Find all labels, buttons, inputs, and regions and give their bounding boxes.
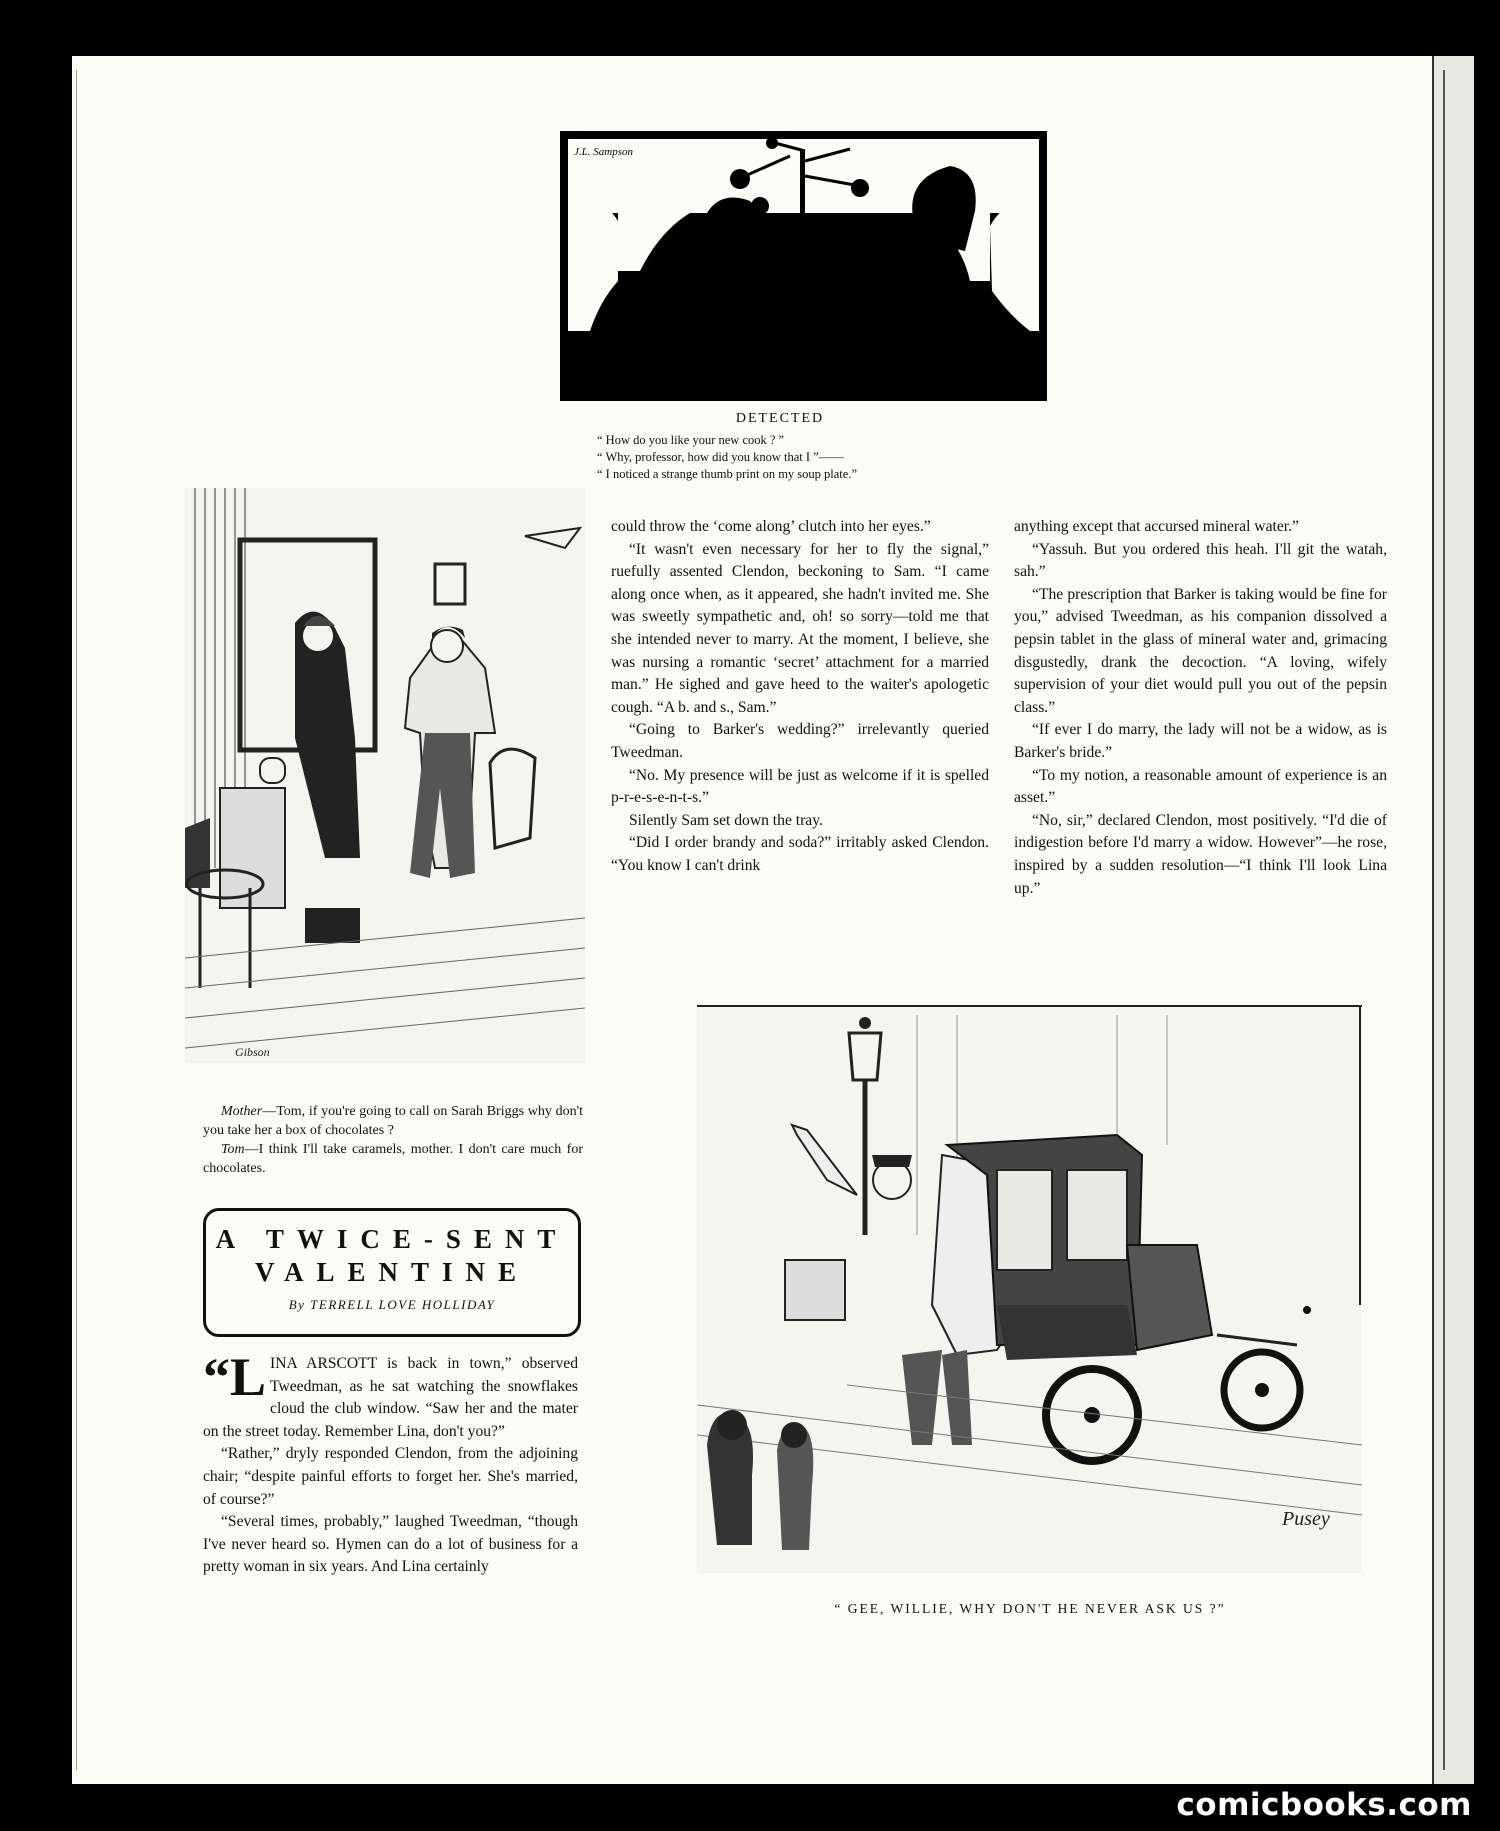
story-byline: By TERRELL LOVE HOLLIDAY bbox=[288, 1297, 496, 1312]
mother-tom-image bbox=[185, 488, 585, 1063]
car-illustration bbox=[697, 1005, 1362, 1573]
watermark-text: comicbooks.com bbox=[1176, 1787, 1472, 1823]
story-paragraph: “It wasn't even necessary for her to fly the signal,” ruefully assented Clendon, beckoning to Sam. “I came along once when, as it appeared, she hadn't invited me. She was sweetly sympathetic and, oh! so sorry—told me that she intended never to marry. At the moment, I believe, she was nursing a romantic ‘secret’ attachment for a married man.” He sighed and gave heed to the waiter's apologetic cough. “A b. and s., Sam.” bbox=[611, 540, 989, 716]
story-paragraph: anything except that accursed mineral water.” bbox=[1014, 518, 1299, 535]
mother-tom-caption bbox=[203, 1102, 583, 1178]
story-paragraph: could throw the ‘come along’ clutch into her eyes.” bbox=[611, 518, 931, 535]
speaker-mother: Mother bbox=[221, 1104, 263, 1119]
drop-cap: “L bbox=[203, 1347, 267, 1407]
story-paragraph: Silently Sam set down the tray. bbox=[629, 811, 823, 829]
detected-signature: J.L. Sampson bbox=[574, 146, 633, 158]
detected-dialogue bbox=[597, 432, 1057, 483]
gutter-line bbox=[1443, 70, 1445, 1770]
story-column-3 bbox=[1014, 516, 1387, 900]
story-paragraph: “No, sir,” declared Clendon, most positively. “I'd die of indigestion before I'd marry a widow. However”—he rose, inspired by a sudden resolution—“I think I'll look Lina up.” bbox=[1014, 811, 1387, 897]
story-title-line-2: VALENTINE bbox=[254, 1257, 530, 1287]
detected-title: DETECTED bbox=[735, 411, 825, 426]
detected-line-3: “ I noticed a strange thumb print on my soup plate.” bbox=[597, 467, 858, 481]
story-title-line-1: A TWICE-SENT bbox=[215, 1224, 569, 1254]
story-paragraph: “Rather,” dryly responded Clendon, from the adjoining chair; “despite painful efforts to forget her. She's married, of course?” bbox=[203, 1445, 578, 1508]
chauffeur-car-image bbox=[697, 1005, 1362, 1573]
left-cartoon-signature: Gibson bbox=[235, 1045, 270, 1059]
story-paragraph: “Did I order brandy and soda?” irritably asked Clendon. “You know I can't drink bbox=[611, 834, 989, 874]
caption-line-mother bbox=[203, 1102, 583, 1140]
mother-tom-illustration bbox=[185, 488, 585, 1063]
story-column-1 bbox=[203, 1347, 578, 1579]
story-column-2 bbox=[611, 516, 989, 878]
story-paragraph: “To my notion, a reasonable amount of experience is an asset.” bbox=[1014, 766, 1387, 807]
opening-text: INA ARSCOTT is back in town,” observed Tweedman, as he sat watching the snowflakes cloud the club window. “Saw her and the mater on the street today. Remember Lina, don't you?” bbox=[203, 1355, 578, 1440]
story-paragraph: “Several times, probably,” laughed Tweedman, “though I've never heard so. Hymen can do a lot of business for a pretty woman in six years. And Lina certainly bbox=[203, 1513, 578, 1576]
story-title-box bbox=[203, 1208, 581, 1337]
facing-page-edge bbox=[1432, 56, 1474, 1784]
page-left-rule bbox=[76, 70, 77, 1770]
detected-line-2: “ Why, professor, how did you know that I ”—— bbox=[597, 450, 844, 464]
tom-line: —I think I'll take caramels, mother. I don't care much for chocolates. bbox=[203, 1142, 583, 1176]
caption-line-tom bbox=[203, 1140, 583, 1178]
story-opening-paragraph bbox=[203, 1347, 578, 1443]
story-paragraph: “Yassuh. But you ordered this heah. I'll git the watah, sah.” bbox=[1014, 540, 1387, 581]
detected-illustration bbox=[560, 131, 1047, 401]
story-paragraph: “Going to Barker's wedding?” irrelevantly queried Tweedman. bbox=[611, 721, 989, 761]
mother-line: —Tom, if you're going to call on Sarah Briggs why don't you take her a box of chocolates ? bbox=[203, 1104, 583, 1138]
story-paragraph: “If ever I do marry, the lady will not be a widow, as is Barker's bride.” bbox=[1014, 721, 1387, 761]
speaker-tom: Tom bbox=[221, 1142, 245, 1157]
story-paragraph: “No. My presence will be just as welcome if it is spelled p-r-e-s-e-n-t-s.” bbox=[611, 766, 989, 807]
car-caption: “ GEE, WILLIE, WHY DON'T HE NEVER ASK US ?” bbox=[834, 1601, 1226, 1616]
silhouette-diners-image bbox=[560, 131, 1047, 401]
car-cartoon-signature: Pusey bbox=[1282, 1508, 1330, 1530]
detected-line-1: “ How do you like your new cook ? ” bbox=[597, 433, 785, 447]
story-paragraph: “The prescription that Barker is taking would be fine for you,” advised Tweedman, as his companion dissolved a pepsin tablet in the glass of mineral water and, grimacing disgustedly, drank the decoction. “A loving, wifely supervision of your diet would pull you out of the pepsin class.” bbox=[1014, 585, 1387, 716]
